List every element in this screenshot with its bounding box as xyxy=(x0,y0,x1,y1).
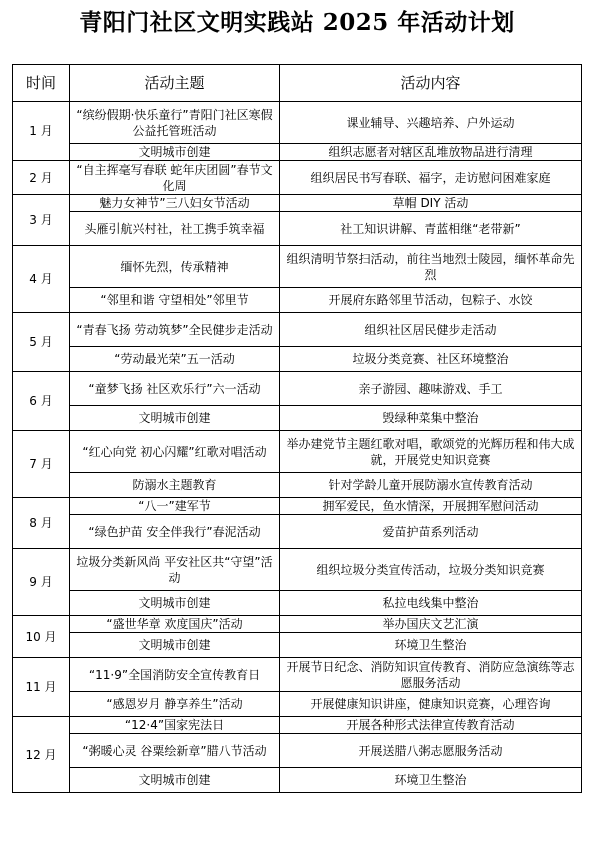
content-cell: 环境卫生整治 xyxy=(280,633,582,658)
table-row xyxy=(13,658,582,692)
month-cell: 7 月 xyxy=(13,431,70,498)
theme-cell: “八一”建军节 xyxy=(70,498,280,515)
theme-cell: 垃圾分类新风尚 平安社区共“守望”活动 xyxy=(70,549,280,591)
table-row xyxy=(13,717,582,734)
content-cell: 垃圾分类竞赛、社区环境整治 xyxy=(280,347,582,372)
month-cell: 9 月 xyxy=(13,549,70,616)
table-row xyxy=(13,692,582,717)
content-cell: 私拉电线集中整治 xyxy=(280,591,582,616)
content-cell: 开展节日纪念、消防知识宣传教育、消防应急演练等志愿服务活动 xyxy=(280,658,582,692)
content-cell: 社工知识讲解、青蓝相继“老带新” xyxy=(280,212,582,246)
month-cell: 6 月 xyxy=(13,372,70,431)
theme-cell: “11·9”全国消防安全宣传教育日 xyxy=(70,658,280,692)
content-cell: 开展送腊八粥志愿服务活动 xyxy=(280,734,582,768)
theme-cell: “邻里和谐 守望相处”邻里节 xyxy=(70,288,280,313)
theme-cell: 文明城市创建 xyxy=(70,591,280,616)
table-row xyxy=(13,498,582,515)
theme-cell: “缤纷假期·快乐童行”青阳门社区寒假公益托管班活动 xyxy=(70,102,280,144)
table-row xyxy=(13,212,582,246)
month-cell: 10 月 xyxy=(13,616,70,658)
month-cell: 3 月 xyxy=(13,195,70,246)
theme-cell: “童梦飞扬 社区欢乐行”六一活动 xyxy=(70,372,280,406)
table-row xyxy=(13,102,582,144)
content-cell: 开展各种形式法律宣传教育活动 xyxy=(280,717,582,734)
content-cell: 拥军爱民，鱼水情深，开展拥军慰问活动 xyxy=(280,498,582,515)
theme-cell: 头雁引航兴村社，社工携手筑幸福 xyxy=(70,212,280,246)
content-cell: 组织社区居民健步走活动 xyxy=(280,313,582,347)
content-cell: 开展健康知识讲座，健康知识竞赛，心理咨询 xyxy=(280,692,582,717)
table-row xyxy=(13,591,582,616)
content-cell: 举办国庆文艺汇演 xyxy=(280,616,582,633)
theme-cell: 文明城市创建 xyxy=(70,633,280,658)
theme-cell: 文明城市创建 xyxy=(70,144,280,161)
theme-cell: “绿色护苗 安全伴我行”春泥活动 xyxy=(70,515,280,549)
table-row xyxy=(13,195,582,212)
theme-cell: 缅怀先烈，传承精神 xyxy=(70,246,280,288)
content-cell: 毁绿种菜集中整治 xyxy=(280,406,582,431)
table-row xyxy=(13,347,582,372)
table-row xyxy=(13,288,582,313)
month-cell: 12 月 xyxy=(13,717,70,793)
theme-cell: “劳动最光荣”五一活动 xyxy=(70,347,280,372)
table-row xyxy=(13,431,582,473)
table-row xyxy=(13,515,582,549)
theme-cell: 魅力女神节”三八妇女节活动 xyxy=(70,195,280,212)
table-row xyxy=(13,768,582,793)
month-cell: 11 月 xyxy=(13,658,70,717)
table-row xyxy=(13,372,582,406)
content-cell: 组织垃圾分类宣传活动，垃圾分类知识竞赛 xyxy=(280,549,582,591)
month-cell: 8 月 xyxy=(13,498,70,549)
theme-cell: “红心向党 初心闪耀”红歌对唱活动 xyxy=(70,431,280,473)
month-cell: 5 月 xyxy=(13,313,70,372)
content-cell: 组织清明节祭扫活动，前往当地烈士陵园，缅怀革命先烈 xyxy=(280,246,582,288)
content-cell: 针对学龄儿童开展防溺水宣传教育活动 xyxy=(280,473,582,498)
content-cell: 组织居民书写春联、福字，走访慰问困难家庭 xyxy=(280,161,582,195)
content-cell: 爱苗护苗系列活动 xyxy=(280,515,582,549)
table-row xyxy=(13,616,582,633)
theme-cell: 文明城市创建 xyxy=(70,768,280,793)
table-row xyxy=(13,734,582,768)
table-row xyxy=(13,406,582,431)
table-row xyxy=(13,144,582,161)
content-cell: 开展府东路邻里节活动，包粽子、水饺 xyxy=(280,288,582,313)
document-title: 青阳门社区文明实践站 2025 年活动计划 xyxy=(79,9,515,36)
header-time: 时间 xyxy=(13,65,70,102)
table-row xyxy=(13,473,582,498)
month-cell: 2 月 xyxy=(13,161,70,195)
table-row xyxy=(13,246,582,288)
content-cell: 组织志愿者对辖区乱堆放物品进行清理 xyxy=(280,144,582,161)
month-cell: 1 月 xyxy=(13,102,70,161)
theme-cell: “12·4”国家宪法日 xyxy=(70,717,280,734)
content-cell: 举办建党节主题红歌对唱，歌颂党的光辉历程和伟大成就，开展党史知识竞赛 xyxy=(280,431,582,473)
table-row xyxy=(13,161,582,195)
content-cell: 环境卫生整治 xyxy=(280,768,582,793)
table-row xyxy=(13,549,582,591)
content-cell: 亲子游园、趣味游戏、手工 xyxy=(280,372,582,406)
theme-cell: “盛世华章 欢度国庆”活动 xyxy=(70,616,280,633)
header-content: 活动内容 xyxy=(280,65,582,102)
theme-cell: “粥暖心灵 谷粟绘新章”腊八节活动 xyxy=(70,734,280,768)
activity-plan-table xyxy=(12,64,582,793)
theme-cell: “青春飞扬 劳动筑梦”全民健步走活动 xyxy=(70,313,280,347)
table-row xyxy=(13,313,582,347)
table-header-row xyxy=(13,65,582,102)
theme-cell: 文明城市创建 xyxy=(70,406,280,431)
theme-cell: “感恩岁月 静享养生”活动 xyxy=(70,692,280,717)
header-theme: 活动主题 xyxy=(70,65,280,102)
content-cell: 课业辅导、兴趣培养、户外运动 xyxy=(280,102,582,144)
table-row xyxy=(13,633,582,658)
theme-cell: 防溺水主题教育 xyxy=(70,473,280,498)
table-body xyxy=(13,102,582,793)
content-cell: 草帽 DIY 活动 xyxy=(280,195,582,212)
theme-cell: “自主挥毫写春联 蛇年庆团圆”春节文化周 xyxy=(70,161,280,195)
month-cell: 4 月 xyxy=(13,246,70,313)
